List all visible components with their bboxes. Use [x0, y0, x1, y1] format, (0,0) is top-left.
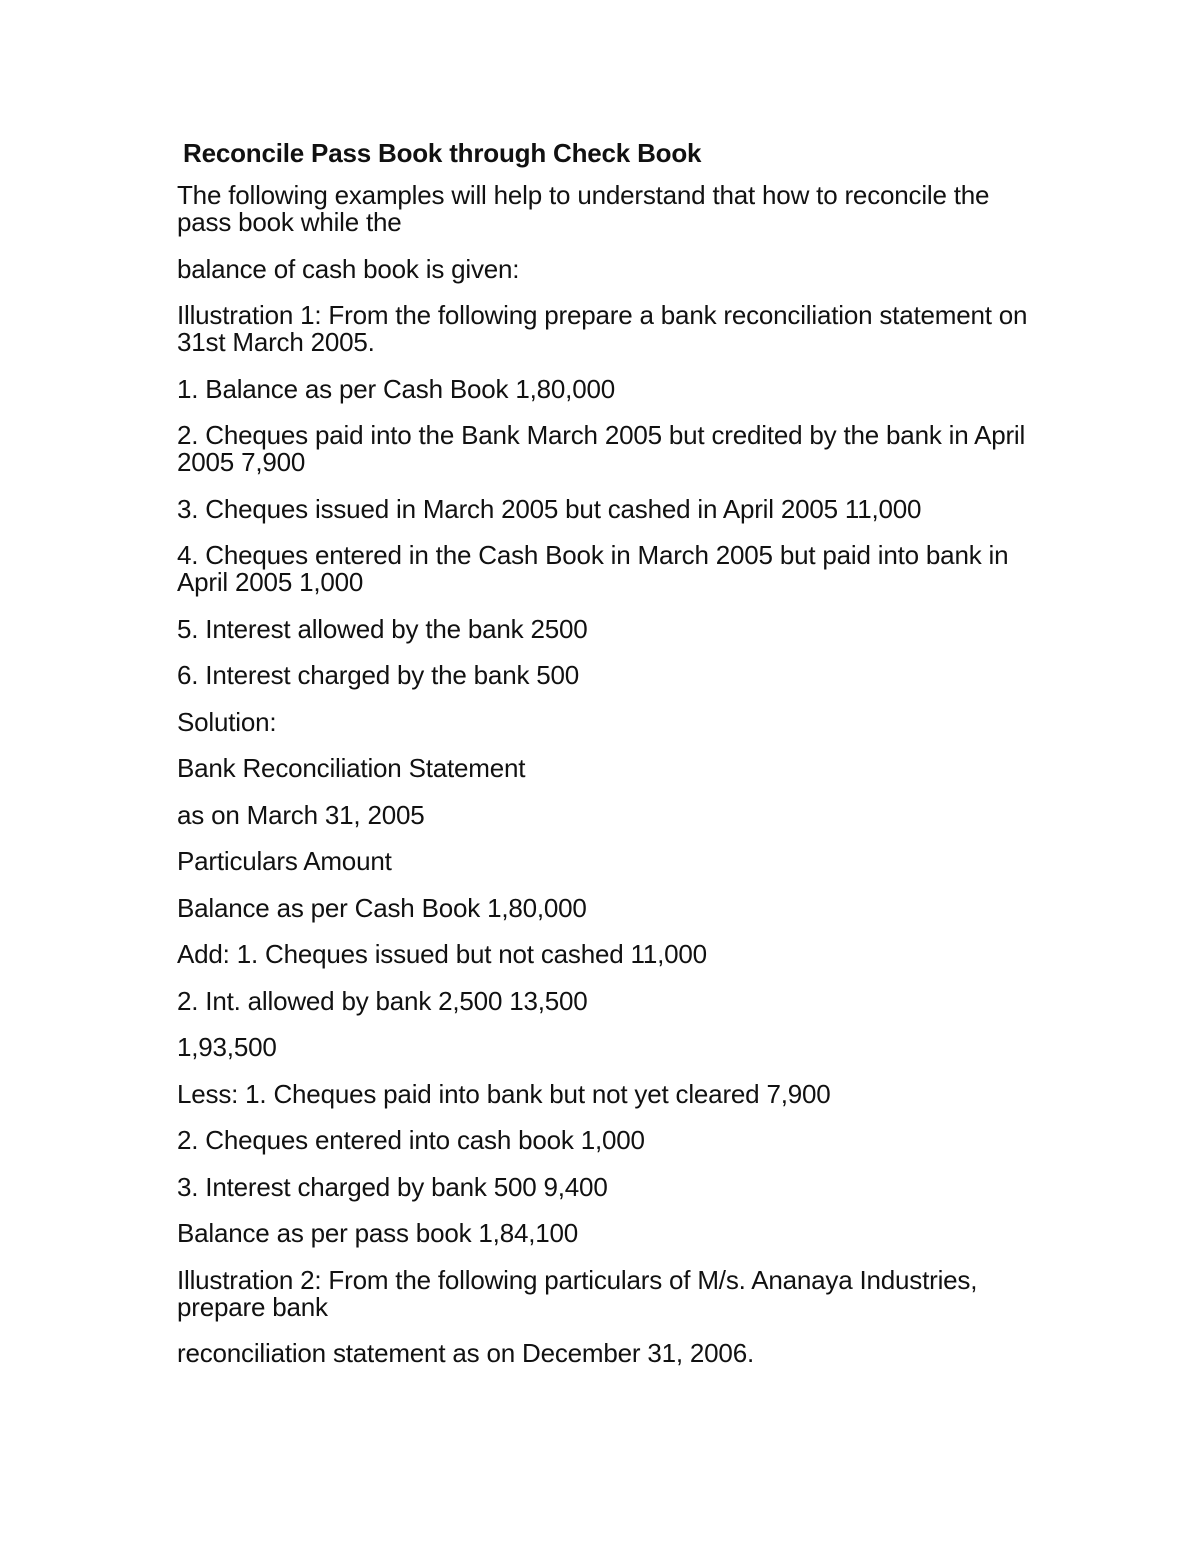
statement-header: Particulars Amount	[177, 846, 392, 876]
illustration-1-item-1: 1. Balance as per Cash Book 1,80,000	[177, 373, 615, 404]
paragraph-intro: The following examples will help to understand that how to reconcile the pass book while the	[177, 180, 990, 237]
statement-line-subtotal: 1,93,500	[177, 1032, 277, 1062]
illustration-1-item-5: 5. Interest allowed by the bank 2500	[177, 613, 588, 644]
statement-line-less-1: Less: 1. Cheques paid into bank but not yet cleared 7,900	[177, 1078, 831, 1109]
statement-line-closing-balance: Balance as per pass book 1,84,100	[177, 1218, 579, 1248]
statement-title: Bank Reconciliation Statement	[177, 753, 526, 783]
statement-line-add-2: 2. Int. allowed by bank 2,500 13,500	[177, 985, 588, 1016]
illustration-2-heading-continued: reconciliation statement as on December 31, 2006.	[177, 1338, 754, 1368]
illustration-1-heading: Illustration 1: From the following prepare a bank reconciliation statement on 31st March 2005.	[177, 300, 1028, 357]
illustration-1-item-3: 3. Cheques issued in March 2005 but cashed in April 2005 11,000	[177, 493, 922, 524]
solution-label: Solution:	[177, 706, 277, 737]
statement-line-add-1: Add: 1. Cheques issued but not cashed 11,000	[177, 939, 707, 969]
illustration-1-item-6: 6. Interest charged by the bank 500	[177, 660, 580, 690]
document-title: Reconcile Pass Book through Check Book	[183, 138, 702, 168]
statement-line-less-2: 2. Cheques entered into cash book 1,000	[177, 1125, 645, 1155]
statement-line-opening-balance: Balance as per Cash Book 1,80,000	[177, 892, 587, 923]
statement-line-less-3: 3. Interest charged by bank 500 9,400	[177, 1171, 608, 1202]
illustration-2-heading: Illustration 2: From the following particulars of M/s. Ananaya Industries, prepare bank	[177, 1264, 978, 1322]
illustration-1-item-4: 4. Cheques entered in the Cash Book in March 2005 but paid into bank in April 2005 1,000	[177, 540, 1009, 597]
paragraph-intro-continued: balance of cash book is given:	[177, 253, 520, 284]
document-body	[177, 136, 1037, 1387]
statement-date: as on March 31, 2005	[177, 799, 425, 830]
illustration-1-item-2: 2. Cheques paid into the Bank March 2005 but credited by the bank in April 2005 7,900	[177, 420, 1026, 477]
